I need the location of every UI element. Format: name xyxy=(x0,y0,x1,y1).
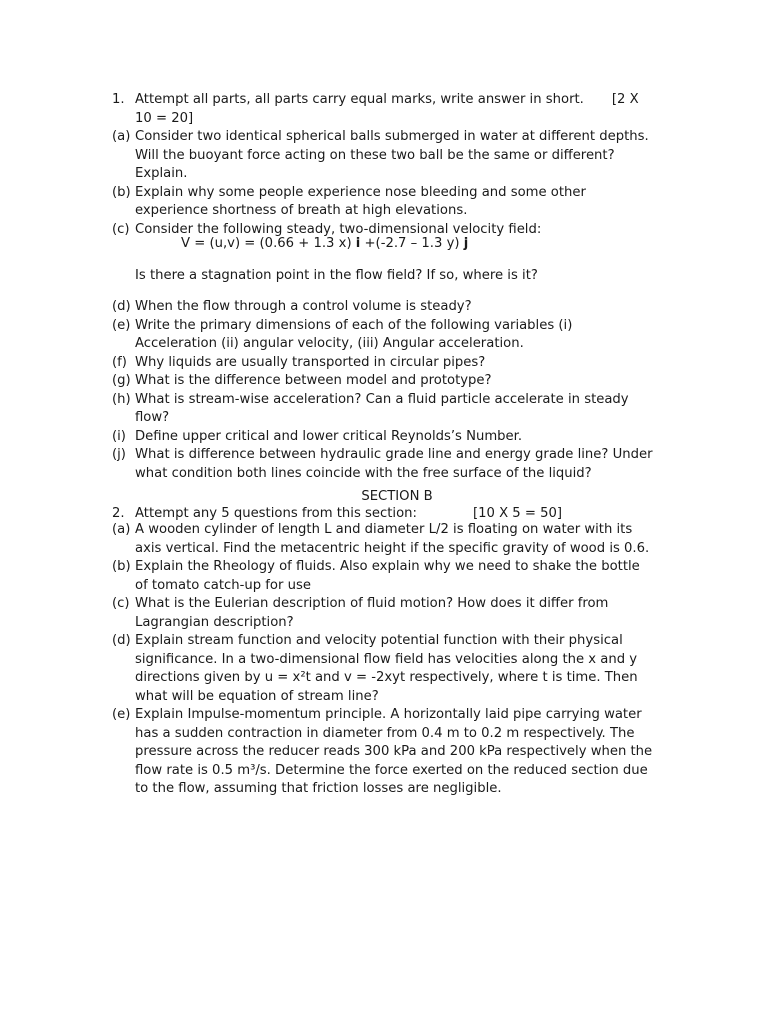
list-item: (c) What is the Eulerian description of fluid motion? How does it differ from Lagrangian description? xyxy=(112,596,609,630)
list-item: (a) A wooden cylinder of length L and diameter L/2 is floating on water with its axis vertical. Find the metacentric height if the specific gravity of wood is 0.6. xyxy=(112,522,650,556)
list-item: (e) Write the primary dimensions of each of the following variables (i) Acceleration (ii) angular velocity, (iii) Angular acceleration. xyxy=(112,317,573,351)
question-instruction: Attempt all parts, all parts carry equal marks, write answer in short. xyxy=(135,92,584,107)
section-a-parts-1 xyxy=(112,128,682,239)
stagnation-question: Is there a stagnation point in the flow field? If so, where is it? xyxy=(135,268,538,283)
marks-allocation-cont: 10 = 20] xyxy=(135,110,194,126)
question-number: 2. xyxy=(112,506,125,521)
marks-allocation: [2 X xyxy=(611,92,639,107)
section-a-parts-2 xyxy=(112,298,682,483)
list-item: (e) Explain Impulse-momentum principle. A horizontally laid pipe carrying water has a sudden contraction in diameter from 0.4 m to 0.2 m respectively. The pressure across the reducer reads 300 kPa and 200 kPa respectively when the flow rate is 0.5 m³/s. Determine the force exerted on the reduced section due to the flow, assuming that friction losses are negligible. xyxy=(112,707,653,796)
velocity-equation: V = (u,v) = (0.66 + 1.3 x) i +(-2.7 – 1.3 y) j xyxy=(181,236,469,251)
list-item: (f) Why liquids are usually transported in circular pipes? xyxy=(112,354,486,370)
list-item: (d) When the flow through a control volume is steady? xyxy=(112,299,472,314)
list-item: (d) Explain stream function and velocity potential function with their physical significance. In a two-dimensional flow field has velocities along the x and y directions given by u = x²t and v = -2xyt respectively, where t is time. Then what will be equation of stream line? xyxy=(112,633,638,704)
section-b-parts xyxy=(112,521,682,799)
question-number: 1. xyxy=(112,92,125,107)
marks-allocation: [10 X 5 = 50] xyxy=(472,506,563,521)
list-item: (b) Explain the Rheology of fluids. Also explain why we need to shake the bottle of tomato catch-up for use xyxy=(112,559,640,593)
list-item: (i) Define upper critical and lower critical Reynolds’s Number. xyxy=(112,428,523,444)
question-instruction: Attempt any 5 questions from this section: xyxy=(135,506,417,521)
section-b-heading: SECTION B xyxy=(361,489,433,504)
list-item: (b) Explain why some people experience nose bleeding and some other experience shortness of breath at high elevations. xyxy=(112,184,586,218)
list-item: (h) What is stream-wise acceleration? Can a fluid particle accelerate in steady flow? xyxy=(112,391,629,425)
list-item: (g) What is the difference between model and prototype? xyxy=(112,373,492,388)
list-item: (a) Consider two identical spherical balls submerged in water at different depths. Will the buoyant force acting on these two ball be the same or different? Explain. xyxy=(112,129,649,181)
question-1 xyxy=(112,91,682,128)
list-item: (j) What is difference between hydraulic grade line and energy grade line? Under what condition both lines coincide with the free surface of the liquid? xyxy=(112,447,653,481)
list-item: (c) Consider the following steady, two-dimensional velocity field: xyxy=(112,221,542,237)
